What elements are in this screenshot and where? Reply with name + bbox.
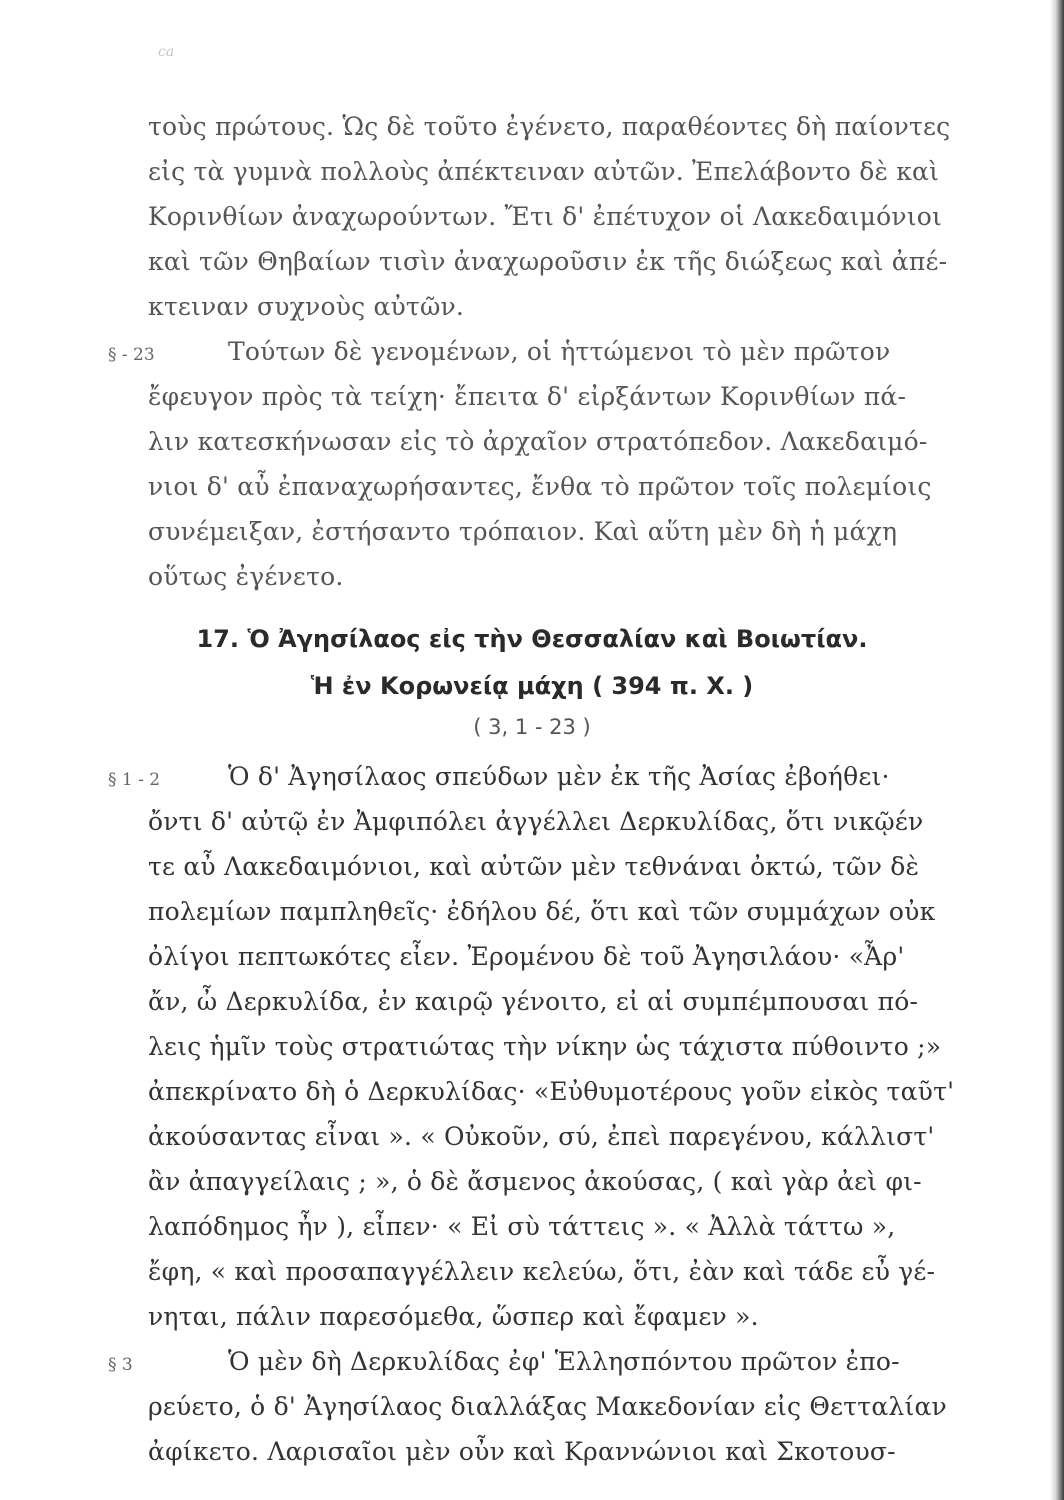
text-line: νιοι δ' αὖ ἐπαναχωρήσαντες, ἔνθα τὸ πρῶτον τοῖς πολεμίοις <box>148 472 932 501</box>
text-line: ἂν ἀπαγγείλαις ; », ὁ δὲ ἄσμενος ἀκούσας, ( καὶ γὰρ ἀεὶ φι- <box>148 1167 922 1196</box>
text-line: οὕτως ἐγένετο. <box>148 562 344 591</box>
text-line: ἔφευγον πρὸς τὰ τείχη· ἔπειτα δ' εἰρξάντων Κορινθίων πά- <box>148 382 907 411</box>
section-marker: § 3 <box>108 1355 133 1375</box>
chapter-reference: ( 3, 1 - 23 ) <box>473 715 591 739</box>
chapter-subheading: Ἡ ἐν Κορωνείᾳ μάχη ( 394 π. Χ. ) <box>310 672 754 700</box>
text-line: Ὁ μὲν δὴ Δερκυλίδας ἐφ' Ἑλλησπόντου πρῶτον ἐπο- <box>228 1347 900 1376</box>
text-line: ὄντι δ' αὐτῷ ἐν Ἀμφιπόλει ἀγγέλλει Δερκυλίδας, ὅτι νικῷέν <box>148 807 924 836</box>
text-line: κτειναν συχνοὺς αὐτῶν. <box>148 292 465 321</box>
text-line: Κορινθίων ἀναχωρούντων. Ἔτι δ' ἐπέτυχον οἱ Λακεδαιμόνιοι <box>148 202 942 231</box>
text-line: νηται, πάλιν παρεσόμεθα, ὥσπερ καὶ ἔφαμεν ». <box>148 1302 759 1331</box>
section-marker: § 1 - 2 <box>108 770 161 790</box>
text-line: τε αὖ Λακεδαιμόνιοι, καὶ αὐτῶν μὲν τεθνάναι ὀκτώ, τῶν δὲ <box>148 852 920 881</box>
section-marker: § - 23 <box>108 345 155 365</box>
text-line: ἀκούσαντας εἶναι ». « Οὐκοῦν, σύ, ἐπεὶ παρεγένου, κάλλιστ' <box>148 1122 935 1151</box>
chapter-heading: 17. Ὁ Ἀγησίλαος εἰς τὴν Θεσσαλίαν καὶ Βοιωτίαν. <box>196 625 868 653</box>
text-line: ἀπεκρίνατο δὴ ὁ Δερκυλίδας· «Εὐθυμοτέρους γοῦν εἰκὸς ταῦτ' <box>148 1077 955 1106</box>
text-line: Ὁ δ' Ἀγησίλαος σπεύδων μὲν ἐκ τῆς Ἀσίας ἐβοήθει· <box>228 762 890 791</box>
text-line: λαπόδημος ἦν ), εἶπεν· « Εἰ σὺ τάττεις ». « Ἀλλὰ τάττω », <box>148 1212 896 1241</box>
text-line: καὶ τῶν Θηβαίων τισὶν ἀναχωροῦσιν ἐκ τῆς διώξεως καὶ ἀπέ- <box>148 247 948 276</box>
text-line: λεις ἡμῖν τοὺς στρατιώτας τὴν νίκην ὡς τάχιστα πύθοιντο ;» <box>148 1032 942 1061</box>
text-line: πολεμίων παμπληθεῖς· ἐδήλου δέ, ὅτι καὶ τῶν συμμάχων οὐκ <box>148 897 936 926</box>
text-line: ἄν, ὦ Δερκυλίδα, ἐν καιρῷ γένοιτο, εἰ αἱ συμπέμπουσαι πό- <box>148 987 919 1016</box>
page-number: ca <box>158 44 175 60</box>
text-line: Τούτων δὲ γενομένων, οἱ ἡττώμενοι τὸ μὲν πρῶτον <box>228 337 891 366</box>
text-line: ἀφίκετο. Λαρισαῖοι μὲν οὖν καὶ Κραννώνιοι καὶ Σκοτουσ- <box>148 1437 896 1466</box>
text-line: ὀλίγοι πεπτωκότες εἶεν. Ἐρομένου δὲ τοῦ Ἀγησιλάου· «Ἆρ' <box>148 942 905 971</box>
text-line: ἔφη, « καὶ προσαπαγγέλλειν κελεύω, ὅτι, ἐὰν καὶ τάδε εὖ γέ- <box>148 1257 936 1286</box>
text-line: τοὺς πρώτους. Ὡς δὲ τοῦτο ἐγένετο, παραθέοντες δὴ παίοντες <box>148 112 951 141</box>
text-line: ρεύετο, ὁ δ' Ἀγησίλαος διαλλάξας Μακεδονίαν εἰς Θετταλίαν <box>148 1392 947 1421</box>
text-line: εἰς τὰ γυμνὰ πολλοὺς ἀπέκτειναν αὐτῶν. Ἐπελάβοντο δὲ καὶ <box>148 157 940 186</box>
page-edge-shadow <box>1050 0 1064 1500</box>
text-line: λιν κατεσκήνωσαν εἰς τὸ ἀρχαῖον στρατόπεδον. Λακεδαιμό- <box>148 427 928 456</box>
text-line: συνέμειξαν, ἐστήσαντο τρόπαιον. Καὶ αὕτη μὲν δὴ ἡ μάχη <box>148 517 898 546</box>
